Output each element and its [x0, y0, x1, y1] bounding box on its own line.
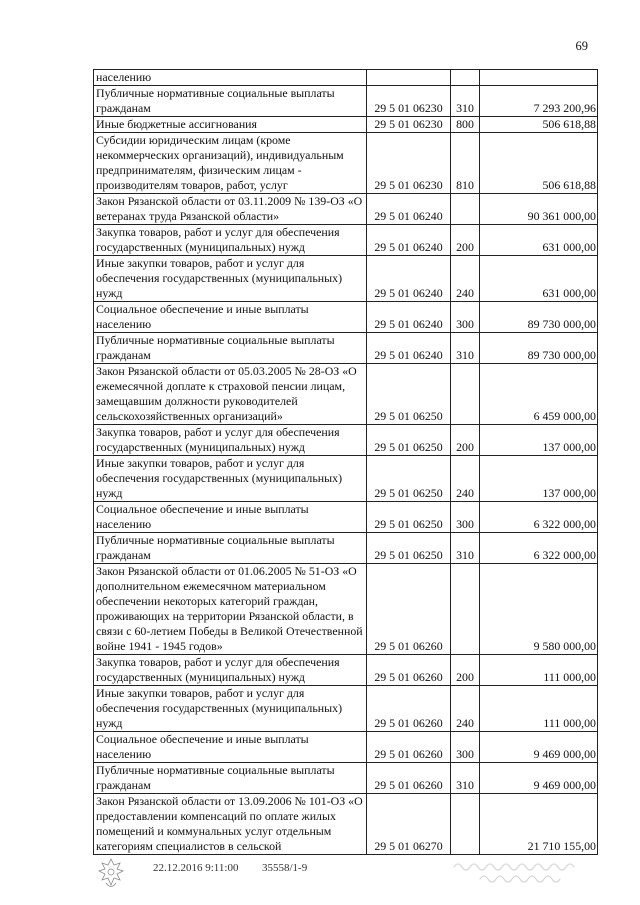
expense-type-code-cell: 300 [451, 502, 480, 533]
expense-type-code-cell: 200 [451, 225, 480, 256]
expense-name-cell: Публичные нормативные социальные выплаты гражданам [94, 86, 367, 117]
target-article-code-cell: 29 5 01 06250 [367, 502, 451, 533]
table-row [94, 686, 598, 732]
table-row [94, 763, 598, 794]
coat-of-arms-icon [96, 857, 126, 891]
table-row [94, 302, 598, 333]
amount-cell: 111 000,00 [480, 655, 598, 686]
amount-cell: 90 361 000,00 [480, 194, 598, 225]
expense-name-cell: Социальное обеспечение и иные выплаты населению [94, 732, 367, 763]
amount-cell: 9 469 000,00 [480, 732, 598, 763]
expense-type-code-cell: 300 [451, 732, 480, 763]
amount-cell: 7 293 200,96 [480, 86, 598, 117]
target-article-code-cell: 29 5 01 06240 [367, 194, 451, 225]
amount-cell: 137 000,00 [480, 456, 598, 502]
table-row [94, 333, 598, 364]
amount-cell: 9 580 000,00 [480, 564, 598, 655]
expense-type-code-cell: 310 [451, 533, 480, 564]
amount-cell: 111 000,00 [480, 686, 598, 732]
expense-name-cell: Социальное обеспечение и иные выплаты населению [94, 302, 367, 333]
expense-name-cell: Иные бюджетные ассигнования [94, 117, 367, 133]
table-row [94, 194, 598, 225]
table-row [94, 794, 598, 855]
table-row [94, 256, 598, 302]
amount-cell: 6 322 000,00 [480, 502, 598, 533]
target-article-code-cell: 29 5 01 06230 [367, 133, 451, 194]
expense-name-cell: Социальное обеспечение и иные выплаты населению [94, 502, 367, 533]
table-row [94, 133, 598, 194]
table-row [94, 225, 598, 256]
target-article-code-cell: 29 5 01 06230 [367, 117, 451, 133]
expense-name-cell: Иные закупки товаров, работ и услуг для обеспечения государственных (муниципальных) нужд [94, 256, 367, 302]
amount-cell: 631 000,00 [480, 256, 598, 302]
expense-type-code-cell: 300 [451, 302, 480, 333]
expense-name-cell: Закупка товаров, работ и услуг для обеспечения государственных (муниципальных) нужд [94, 225, 367, 256]
target-article-code-cell: 29 5 01 06230 [367, 86, 451, 117]
target-article-code-cell: 29 5 01 06250 [367, 533, 451, 564]
expense-type-code-cell [451, 70, 480, 86]
department-watermark [450, 857, 580, 885]
target-article-code-cell: 29 5 01 06240 [367, 333, 451, 364]
expense-type-code-cell: 800 [451, 117, 480, 133]
amount-cell: 6 322 000,00 [480, 533, 598, 564]
expense-type-code-cell [451, 194, 480, 225]
expense-name-cell: Иные закупки товаров, работ и услуг для обеспечения государственных (муниципальных) нужд [94, 456, 367, 502]
expense-type-code-cell: 810 [451, 133, 480, 194]
expense-type-code-cell [451, 564, 480, 655]
target-article-code-cell: 29 5 01 06260 [367, 564, 451, 655]
expense-name-cell: Закупка товаров, работ и услуг для обеспечения государственных (муниципальных) нужд [94, 425, 367, 456]
expense-type-code-cell: 310 [451, 86, 480, 117]
table-row [94, 425, 598, 456]
table-row [94, 364, 598, 425]
page-footer [0, 857, 640, 897]
expense-type-code-cell: 240 [451, 456, 480, 502]
expense-name-cell: Публичные нормативные социальные выплаты гражданам [94, 333, 367, 364]
expense-name-cell: Публичные нормативные социальные выплаты гражданам [94, 763, 367, 794]
expense-name-cell: Иные закупки товаров, работ и услуг для обеспечения государственных (муниципальных) нужд [94, 686, 367, 732]
page-number: 69 [575, 39, 588, 53]
target-article-code-cell: 29 5 01 06260 [367, 732, 451, 763]
table-row [94, 655, 598, 686]
amount-cell: 6 459 000,00 [480, 364, 598, 425]
amount-cell: 506 618,88 [480, 133, 598, 194]
expense-type-code-cell: 240 [451, 256, 480, 302]
table-row [94, 502, 598, 533]
document-reference: 35558/1-9 [262, 862, 308, 874]
amount-cell: 631 000,00 [480, 225, 598, 256]
expense-name-cell: Закон Рязанской области от 01.06.2005 № 51-ОЗ «О дополнительном ежемесячном материальном обеспечении некоторых категорий граждан, проживающих на территории Рязанской области, в связи с 60-летием Победы в Великой Отечественной войне 1941 - 1945 годов» [94, 564, 367, 655]
table-row [94, 70, 598, 86]
amount-cell: 9 469 000,00 [480, 763, 598, 794]
expense-name-cell: Закон Рязанской области от 13.09.2006 № 101-ОЗ «О предоставлении компенсаций по оплате жилых помещений и коммунальных услуг отдельным категориям специалистов в сельской [94, 794, 367, 855]
table-row [94, 86, 598, 117]
target-article-code-cell: 29 5 01 06240 [367, 302, 451, 333]
target-article-code-cell: 29 5 01 06260 [367, 686, 451, 732]
expense-name-cell: Субсидии юридическим лицам (кроме некоммерческих организаций), индивидуальным предпринимателям, физическим лицам - производителям товаров, работ, услуг [94, 133, 367, 194]
amount-cell: 137 000,00 [480, 425, 598, 456]
stamp-date: 22.12.2016 9:11:00 [153, 862, 239, 874]
table-row [94, 456, 598, 502]
table-row [94, 732, 598, 763]
expense-name-cell: населению [94, 70, 367, 86]
target-article-code-cell: 29 5 01 06260 [367, 763, 451, 794]
amount-cell: 21 710 155,00 [480, 794, 598, 855]
expense-type-code-cell: 240 [451, 686, 480, 732]
table-row [94, 117, 598, 133]
target-article-code-cell: 29 5 01 06250 [367, 364, 451, 425]
table-row [94, 533, 598, 564]
target-article-code-cell [367, 70, 451, 86]
expense-type-code-cell [451, 794, 480, 855]
target-article-code-cell: 29 5 01 06260 [367, 655, 451, 686]
expense-type-code-cell: 200 [451, 425, 480, 456]
amount-cell: 89 730 000,00 [480, 302, 598, 333]
expense-name-cell: Публичные нормативные социальные выплаты гражданам [94, 533, 367, 564]
amount-cell: 506 618,88 [480, 117, 598, 133]
expense-type-code-cell: 310 [451, 763, 480, 794]
expense-type-code-cell: 310 [451, 333, 480, 364]
budget-table [93, 69, 598, 855]
expense-name-cell: Закон Рязанской области от 05.03.2005 № 28-ОЗ «О ежемесячной доплате к страховой пенсии лицам, замещавшим должности руководителей сельскохозяйственных организаций» [94, 364, 367, 425]
table-row [94, 564, 598, 655]
expense-type-code-cell [451, 364, 480, 425]
target-article-code-cell: 29 5 01 06250 [367, 456, 451, 502]
amount-cell [480, 70, 598, 86]
target-article-code-cell: 29 5 01 06250 [367, 425, 451, 456]
target-article-code-cell: 29 5 01 06240 [367, 256, 451, 302]
expense-name-cell: Закон Рязанской области от 03.11.2009 № 139-ОЗ «О ветеранах труда Рязанской области» [94, 194, 367, 225]
expense-type-code-cell: 200 [451, 655, 480, 686]
target-article-code-cell: 29 5 01 06240 [367, 225, 451, 256]
expense-name-cell: Закупка товаров, работ и услуг для обеспечения государственных (муниципальных) нужд [94, 655, 367, 686]
target-article-code-cell: 29 5 01 06270 [367, 794, 451, 855]
amount-cell: 89 730 000,00 [480, 333, 598, 364]
